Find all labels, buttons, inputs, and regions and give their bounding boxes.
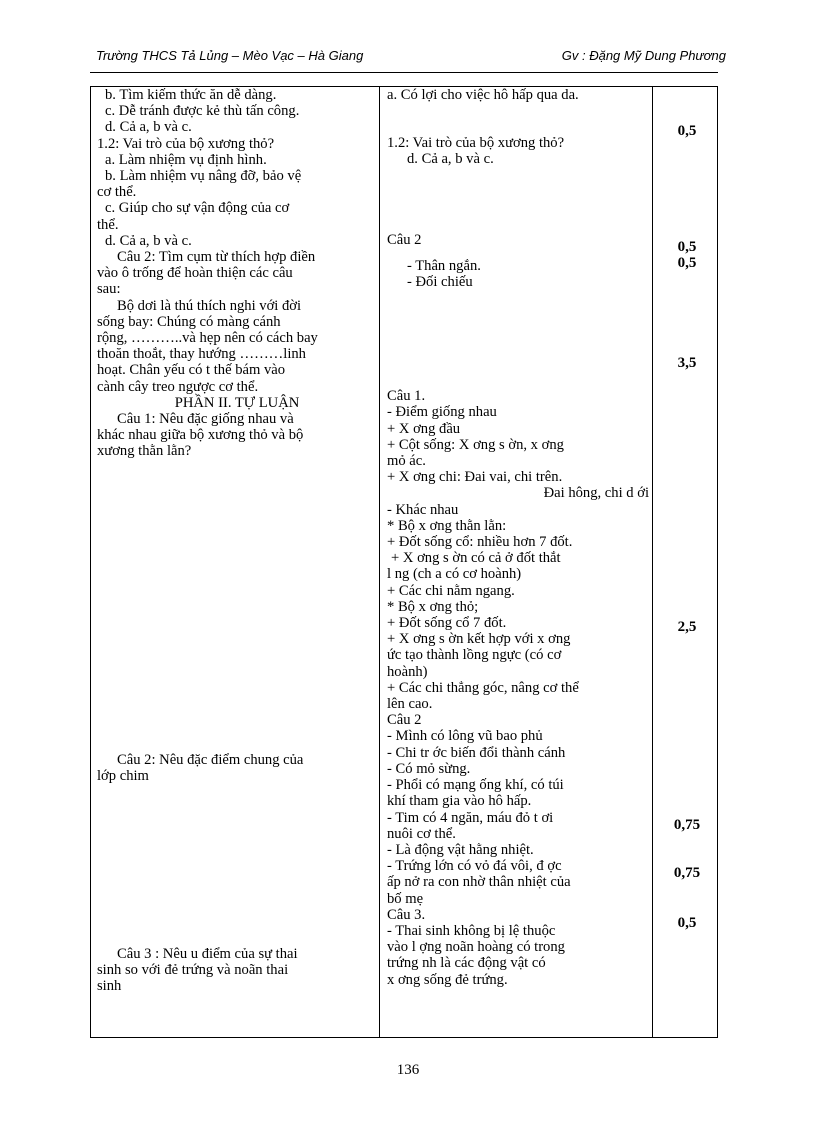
answer-line: - Mình có lông vũ bao phủ (387, 728, 543, 745)
answer-line: + Cột sống: X ơng s ờn, x ơng (387, 436, 564, 453)
answer-line: - Tim có 4 ngăn, máu đỏ t ơi (387, 809, 554, 826)
header-divider (90, 72, 718, 73)
question-line: sinh so với đẻ trứng và noãn thai (97, 962, 289, 979)
question-line: thể. (97, 216, 119, 233)
answer-line: Đai hông, chi d ới (543, 485, 649, 502)
question-line: xương thằn lằn? (97, 443, 192, 460)
question-line: 1.2: Vai trò của bộ xương thỏ? (97, 135, 275, 152)
question-line: lớp chim (97, 767, 149, 784)
question-line: d. Cả a, b và c. (105, 232, 192, 249)
score-value: 0,75 (673, 817, 701, 833)
question-line: sinh (97, 978, 122, 995)
answer-line: - Khác nhau (387, 501, 459, 518)
question-column (97, 87, 377, 995)
answer-line: - Chi tr ớc biến đổi thành cánh (387, 744, 566, 761)
score-value: 0,5 (677, 239, 697, 255)
answer-line: Câu 1. (387, 388, 426, 405)
answer-line: - Thai sinh không bị lệ thuộc (387, 922, 556, 939)
question-line: c. Giúp cho sự vận động của cơ (105, 200, 290, 217)
column-divider-2 (652, 87, 653, 1037)
answer-line: - Trứng lớn có vỏ đá vôi, đ ợc (387, 858, 562, 875)
page-header (96, 48, 728, 70)
answer-line: l ng (ch a có cơ hoành) (387, 566, 522, 583)
score-value: 0,5 (677, 123, 697, 139)
question-line: cành cây treo ngược cơ thể. (97, 378, 259, 395)
section-heading: PHẦN II. TỰ LUẬN (174, 394, 300, 411)
answer-line: a. Có lợi cho việc hô hấp qua da. (387, 87, 579, 103)
answer-line: lên cao. (387, 696, 433, 713)
question-line: hoạt. Chân yếu có t thế bám vào (97, 362, 286, 379)
answer-line: Câu 3. (387, 906, 426, 923)
question-line: Câu 2: Tìm cụm từ thích hợp điền (117, 249, 316, 266)
answer-line: khí tham gia vào hô hấp. (387, 793, 532, 810)
answer-line: + Đốt sống cổ 7 đốt. (387, 615, 507, 632)
answer-line: - Điểm giống nhau (387, 404, 497, 421)
score-value: 3,5 (677, 355, 697, 371)
answer-line: mỏ ác. (387, 453, 426, 470)
answer-line: + Đốt sống cổ: nhiều hơn 7 đốt. (387, 534, 573, 551)
question-line: sống bay: Chúng có màng cánh (97, 313, 281, 330)
answer-line: bố mẹ (387, 890, 424, 907)
answer-line: + X ơng s ờn có cả ở đốt thắt (391, 550, 561, 567)
answer-line: x ơng sống đẻ trứng. (387, 971, 508, 988)
answer-line: nuôi cơ thể. (387, 825, 456, 842)
question-line: Câu 1: Nêu đặc giống nhau và (117, 411, 294, 428)
answer-line: - Thân ngắn. (407, 257, 481, 274)
question-line: Câu 2: Nêu đặc điểm chung của (117, 751, 304, 768)
answer-line: ức tạo thành lồng ngực (có cơ (387, 647, 562, 664)
question-line: vào ô trống để hoàn thiện các câu (97, 265, 293, 282)
school-name: Trường THCS Tả Lủng – Mèo Vạc – Hà Giang (96, 48, 364, 63)
answer-line: ấp nở ra con nhờ thân nhiệt của (387, 874, 571, 891)
answer-line: + X ơng đầu (387, 420, 461, 437)
score-value: 2,5 (677, 619, 697, 635)
question-line: khác nhau giữa bộ xương thỏ và bộ (97, 427, 304, 444)
answer-line: trứng nh là các động vật có (387, 955, 546, 972)
question-line: c. Dễ tránh được kẻ thù tấn công. (105, 103, 300, 120)
answer-line: d. Cả a, b và c. (407, 151, 494, 168)
question-line: Câu 3 : Nêu u điểm của sự thai (117, 946, 298, 963)
page-number: 136 (396, 1062, 420, 1078)
answer-table (90, 86, 718, 1038)
score-value: 0,75 (673, 865, 701, 881)
answer-line: vào l ợng noãn hoàng có trong (387, 939, 565, 956)
question-line: Bộ dơi là thú thích nghi với đời (117, 297, 302, 314)
answer-line: - Có mỏ sừng. (387, 760, 471, 777)
answer-column (387, 87, 649, 988)
answer-line: + Các chi thẳng góc, nâng cơ thể (387, 679, 579, 696)
question-line: b. Làm nhiệm vụ nâng đỡ, bảo vệ (105, 168, 302, 185)
question-line: a. Làm nhiệm vụ định hình. (105, 151, 267, 168)
answer-line: + X ơng chi: Đai vai, chi trên. (387, 469, 563, 486)
answer-line: - Phổi có mạng ống khí, có túi (387, 777, 564, 794)
answer-line: 1.2: Vai trò của bộ xương thỏ? (387, 135, 565, 152)
answer-line: + X ơng s ờn kết hợp với x ơng (387, 631, 571, 648)
answer-line: * Bộ x ơng thằn lằn: (387, 517, 507, 534)
question-line: cơ thể. (97, 184, 137, 201)
answer-line: * Bộ x ơng thỏ; (387, 598, 479, 615)
question-line: b. Tìm kiếm thức ăn dễ dàng. (105, 87, 277, 103)
answer-line: Câu 2 (387, 712, 422, 729)
answer-line: hoành) (387, 663, 428, 680)
answer-line: - Đối chiếu (407, 274, 473, 291)
question-line: rộng, ………..và hẹp nên có cách bay (97, 330, 318, 347)
answer-line: + Các chi nằm ngang. (387, 582, 515, 599)
answer-line: Câu 2 (387, 231, 422, 248)
column-divider-1 (379, 87, 380, 1037)
score-value: 0,5 (677, 255, 697, 271)
score-value: 0,5 (677, 915, 697, 931)
question-line: thoăn thoắt, thay hướng ………linh (97, 346, 306, 363)
question-line: sau: (97, 281, 121, 298)
teacher-name: Gv : Đặng Mỹ Dung Phương (561, 48, 726, 63)
answer-line: - Là động vật hằng nhiệt. (387, 841, 534, 858)
question-line: d. Cả a, b và c. (105, 119, 192, 136)
